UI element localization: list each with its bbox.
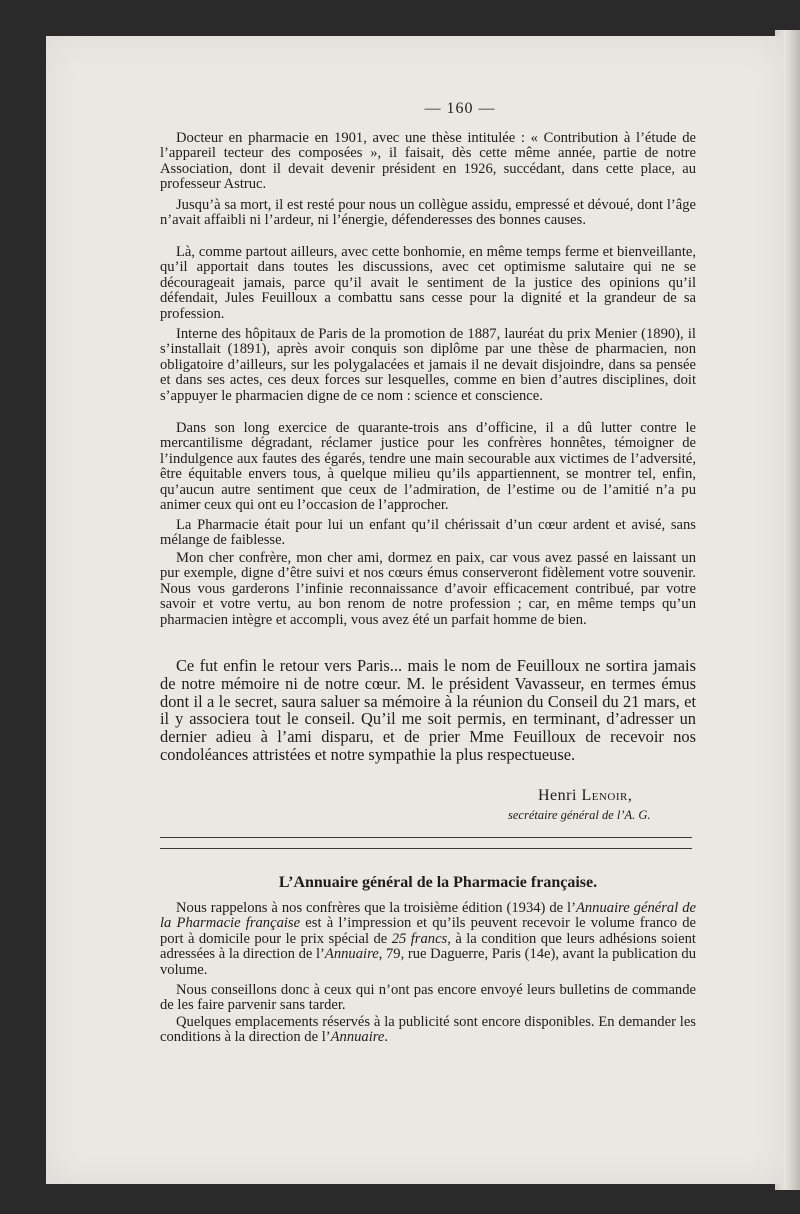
obituary-paragraph-6: La Pharmacie était pour lui un enfant qu’il chérissait d’un cœur ardent et avisé, sans mélange de faiblesse.: [160, 517, 696, 549]
signature-title: secrétaire général de l’A. G.: [508, 808, 651, 822]
obituary-closing-paragraph: Ce fut enfin le retour vers Paris... mais le nom de Feuilloux ne sortira jamais de notre mémoire ni de notre cœur. M. le président Vavasseur, en termes émus dont il a le secret, saura saluer sa mémoire à la réunion du Conseil du 21 mars, et il y associera tout le conseil. Qu’il me soit permis, en terminant, d’adresser un dernier adieu à l’ami disparu, et de prier Mme Feuilloux de recevoir nos condoléances attristées et notre sympathie la plus respectueuse.: [160, 656, 696, 764]
annuaire-paragraph-1: Nous rappelons à nos confrères que la troisième édition (1934) de l’Annuaire général de la Pharmacie française est à l’impression et qu’ils peuvent recevoir le volume franco de port à domicile pour le prix spécial de 25 francs, à la condition que leurs adhésions soient adressées à la direction de l’Annuaire, 79, rue Daguerre, Paris (14e), avant la publication du volume.: [160, 900, 697, 978]
page-number: — 160 —: [424, 100, 496, 117]
obituary-paragraph-2: Jusqu’à sa mort, il est resté pour nous un collègue assidu, empressé et dévoué, dont l’âge n’avait affaibli ni l’ardeur, ni l’énergie, défenderesses des bonnes causes.: [160, 197, 696, 229]
annuaire-heading: L’Annuaire général de la Pharmacie française.: [278, 874, 598, 891]
obituary-paragraph-4: Interne des hôpitaux de Paris de la promotion de 1887, lauréat du prix Menier (1890), il s’installait (1891), après avoir conquis son diplôme par une thèse de pharmacien, non obligatoire d’ailleurs, sur les polygalacées et jamais il ne devait disjoindre, dans sa pensée et dans ses actes, ces deux forces sur lesquelles, comme en bien d’autres disciplines, doit s’appuyer le pharmacien digne de ce nom : science et conscience.: [160, 326, 696, 404]
obituary-paragraph-3: Là, comme partout ailleurs, avec cette bonhomie, en même temps ferme et bienveillante, qu’il apportait dans toutes les discussions, avec cet optimisme salutaire qui ne se décourageait jamais, parce qu’il avait le sentiment de la justice des opinions qu’il défendait, Jules Feuilloux a combattu sans cesse pour la dignité et la grandeur de sa profession.: [160, 244, 696, 322]
annuaire-paragraph-2: Nous conseillons donc à ceux qui n’ont pas encore envoyé leurs bulletins de commande de les faire parvenir sans tarder.: [160, 982, 696, 1014]
divider-line-top: [160, 837, 692, 838]
obituary-paragraph-1: Docteur en pharmacie en 1901, avec une thèse intitulée : « Contribution à l’étude de l’appareil tecteur des composées », il faisait, dès cette même année, partie de notre Association, dont il devait devenir président en 1926, succédant, dans cette place, au professeur Astruc.: [160, 130, 696, 193]
signature-name: Henri Lenoir,: [538, 787, 633, 804]
obituary-paragraph-7: Mon cher confrère, mon cher ami, dormez en paix, car vous avez passé en laissant un pur exemple, digne d’être suivi et nos cœurs émus conserveront fidèlement votre souvenir. Nous vous garderons l’infinie reconnaissance d’avoir efficacement contribué, par votre savoir et votre vertu, au bon renom de notre profession ; car, en même temps qu’un pharmacien intègre et accompli, vous avez été un parfait homme de bien.: [160, 550, 696, 628]
obituary-paragraph-5: Dans son long exercice de quarante-trois ans d’officine, il a dû lutter contre le mercantilisme dégradant, réclamer justice pour les confrères honnêtes, témoigner de l’indulgence aux fautes des égarés, tendre une main secourable aux victimes de l’adversité, être équitable envers tous, à quelque milieu qu’ils appartiennent, se montrer tel, enfin, qu’aucun autre sentiment que ceux de l’admiration, de l’estime ou de l’amitié n’a pu animer ceux qui ont eu l’occasion de l’approcher.: [160, 420, 696, 514]
divider-line-bottom: [160, 848, 692, 849]
annuaire-paragraph-3: Quelques emplacements réservés à la publicité sont encore disponibles. En demander les conditions à la direction de l’Annuaire.: [160, 1014, 696, 1046]
